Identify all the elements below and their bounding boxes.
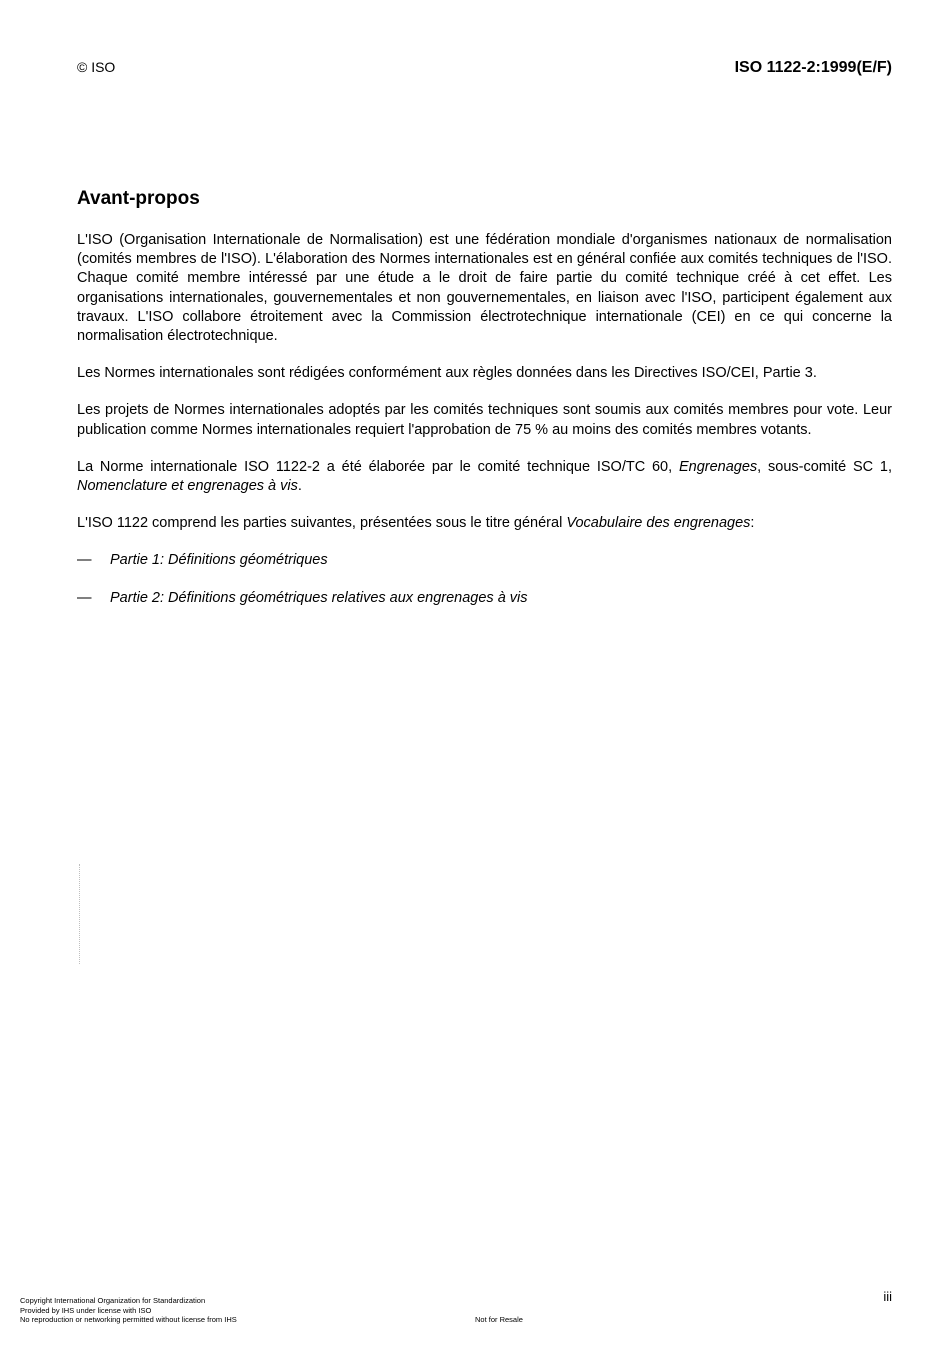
not-for-resale: Not for Resale <box>475 1315 523 1324</box>
standard-id: ISO 1122-2:1999(E/F) <box>734 59 892 76</box>
p4-committee-title: Engrenages <box>678 458 758 475</box>
list-item-text: Partie 2: Définitions géométriques relatives aux engrenages à vis <box>110 589 528 606</box>
page-number: iii <box>883 1289 892 1304</box>
footer-line-1: Copyright International Organization for Standardization <box>20 1296 206 1305</box>
footer-line-3: No reproduction or networking permitted without license from IHS <box>20 1315 237 1325</box>
p4-text-a: La Norme internationale ISO 1122-2 a été élaborée par le comité technique ISO/TC 60, <box>77 458 679 475</box>
footer-copyright <box>20 1296 237 1325</box>
p4-text-e: . <box>297 478 302 495</box>
paragraph-2: Les Normes internationales sont rédigées conformément aux règles données dans les Directives ISO/CEI, Partie 3. <box>77 365 817 382</box>
copyright-label: © ISO <box>77 59 116 75</box>
p5-general-title: Vocabulaire des engrenages <box>566 515 751 532</box>
foreword-section <box>77 188 892 626</box>
list-item <box>77 551 892 570</box>
p4-subcommittee-title: Nomenclature et engrenages à vis <box>77 478 298 495</box>
list-dash: — <box>77 589 92 606</box>
paragraph-1: L'ISO (Organisation Internationale de Normalisation) est une fédération mondiale d'organismes nationaux de normalisation (comités membres de l'ISO). L'élaboration des Normes internationales est en général confiée aux comités techniques de l'ISO. Chaque comité membre intéressé par une étude a le droit de faire partie du comité technique créé à cet effet. Les organisations internationales, gouvernementales et non gouvernementales, en liaison avec l'ISO, participent également aux travaux. L'ISO collabore étroitement avec la Commission électrotechnique internationale (CEI) en ce qui concerne la normalisation électrotechnique. <box>77 232 892 345</box>
list-dash: — <box>77 552 92 569</box>
section-title: Avant-propos <box>77 188 200 209</box>
p5-text-c: : <box>750 515 755 532</box>
p5-text-a: L'ISO 1122 comprend les parties suivantes, présentées sous le titre général <box>77 515 567 532</box>
p4-text-c: , sous-comité SC 1, <box>757 458 893 475</box>
paragraph-3: Les projets de Normes internationales adoptés par les comités techniques sont soumis aux comités membres pour vote. Leur publication comme Normes internationales requiert l'approbation de 75 % au moins des comités membres votants. <box>77 402 892 438</box>
scan-artifact-dots <box>79 864 82 964</box>
list-item <box>77 589 892 608</box>
footer-line-2: Provided by IHS under license with ISO <box>20 1305 152 1315</box>
paragraph-5 <box>77 514 892 533</box>
paragraph-4 <box>77 458 892 496</box>
list-item-text: Partie 1: Définitions géométriques <box>110 552 328 569</box>
